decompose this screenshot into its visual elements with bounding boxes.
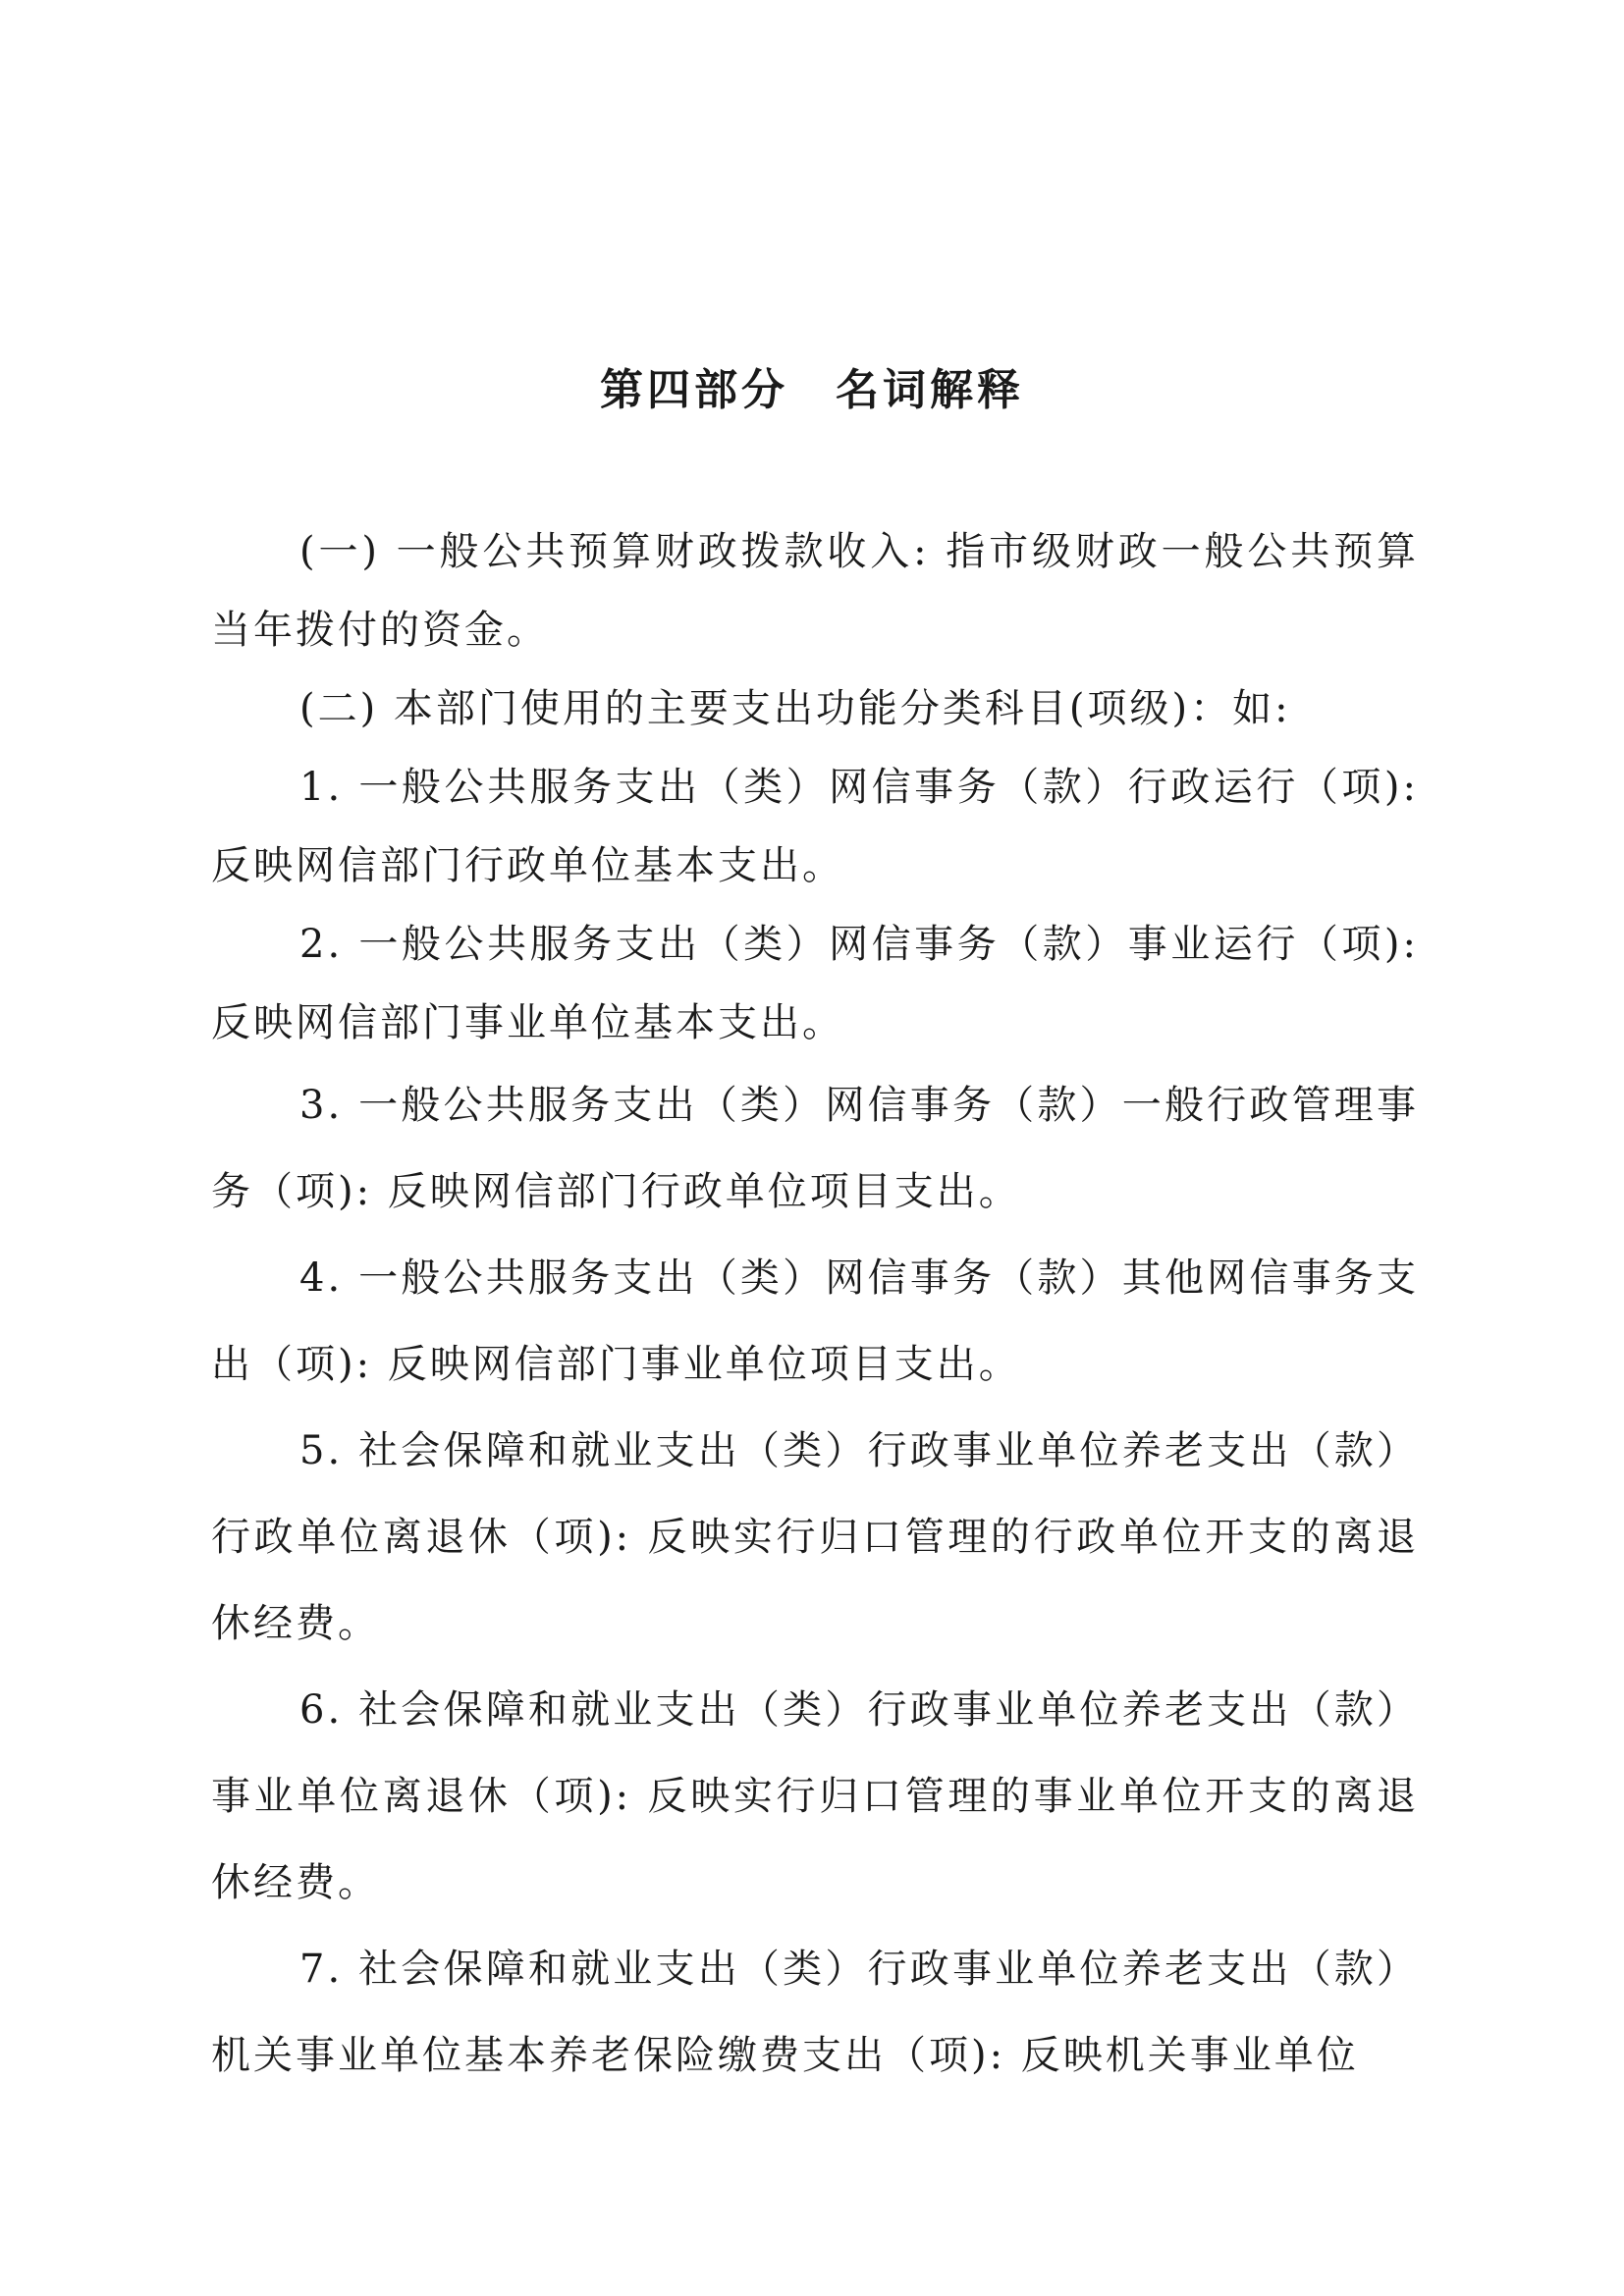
document-body [211,512,1419,2099]
paragraph-9: 7. 社会保障和就业支出（类）行政事业单位养老支出（款）机关事业单位基本养老保险缴费支出（项): 反映机关事业单位 [211,1947,1419,2078]
paragraph-5: 3. 一般公共服务支出（类）网信事务（款）一般行政管理事务（项): 反映网信部门行政单位项目支出。 [211,1083,1419,1214]
paragraph-8: 6. 社会保障和就业支出（类）行政事业单位养老支出（款）事业单位离退休（项): 反映实行归口管理的事业单位开支的离退休经费。 [211,1687,1419,1905]
paragraph-7: 5. 社会保障和就业支出（类）行政事业单位养老支出（款）行政单位离退休（项): 反映实行归口管理的行政单位开支的离退休经费。 [211,1428,1419,1646]
paragraph-6: 4. 一般公共服务支出（类）网信事务（款）其他网信事务支出（项): 反映网信部门事业单位项目支出。 [211,1255,1419,1387]
page-title: 第四部分 名词解释 [600,365,1024,415]
paragraph-4: 2. 一般公共服务支出（类）网信事务（款）事业运行（项):反映网信部门事业单位基本支出。 [211,922,1419,1045]
paragraph-1: (一) 一般公共预算财政拨款收入: 指市级财政一般公共预算当年拨付的资金。 [211,529,1419,653]
paragraph-3: 1. 一般公共服务支出（类）网信事务（款）行政运行（项):反映网信部门行政单位基本支出。 [211,765,1419,888]
paragraph-2: (二) 本部门使用的主要支出功能分类科目(项级)：如: [299,686,1291,731]
